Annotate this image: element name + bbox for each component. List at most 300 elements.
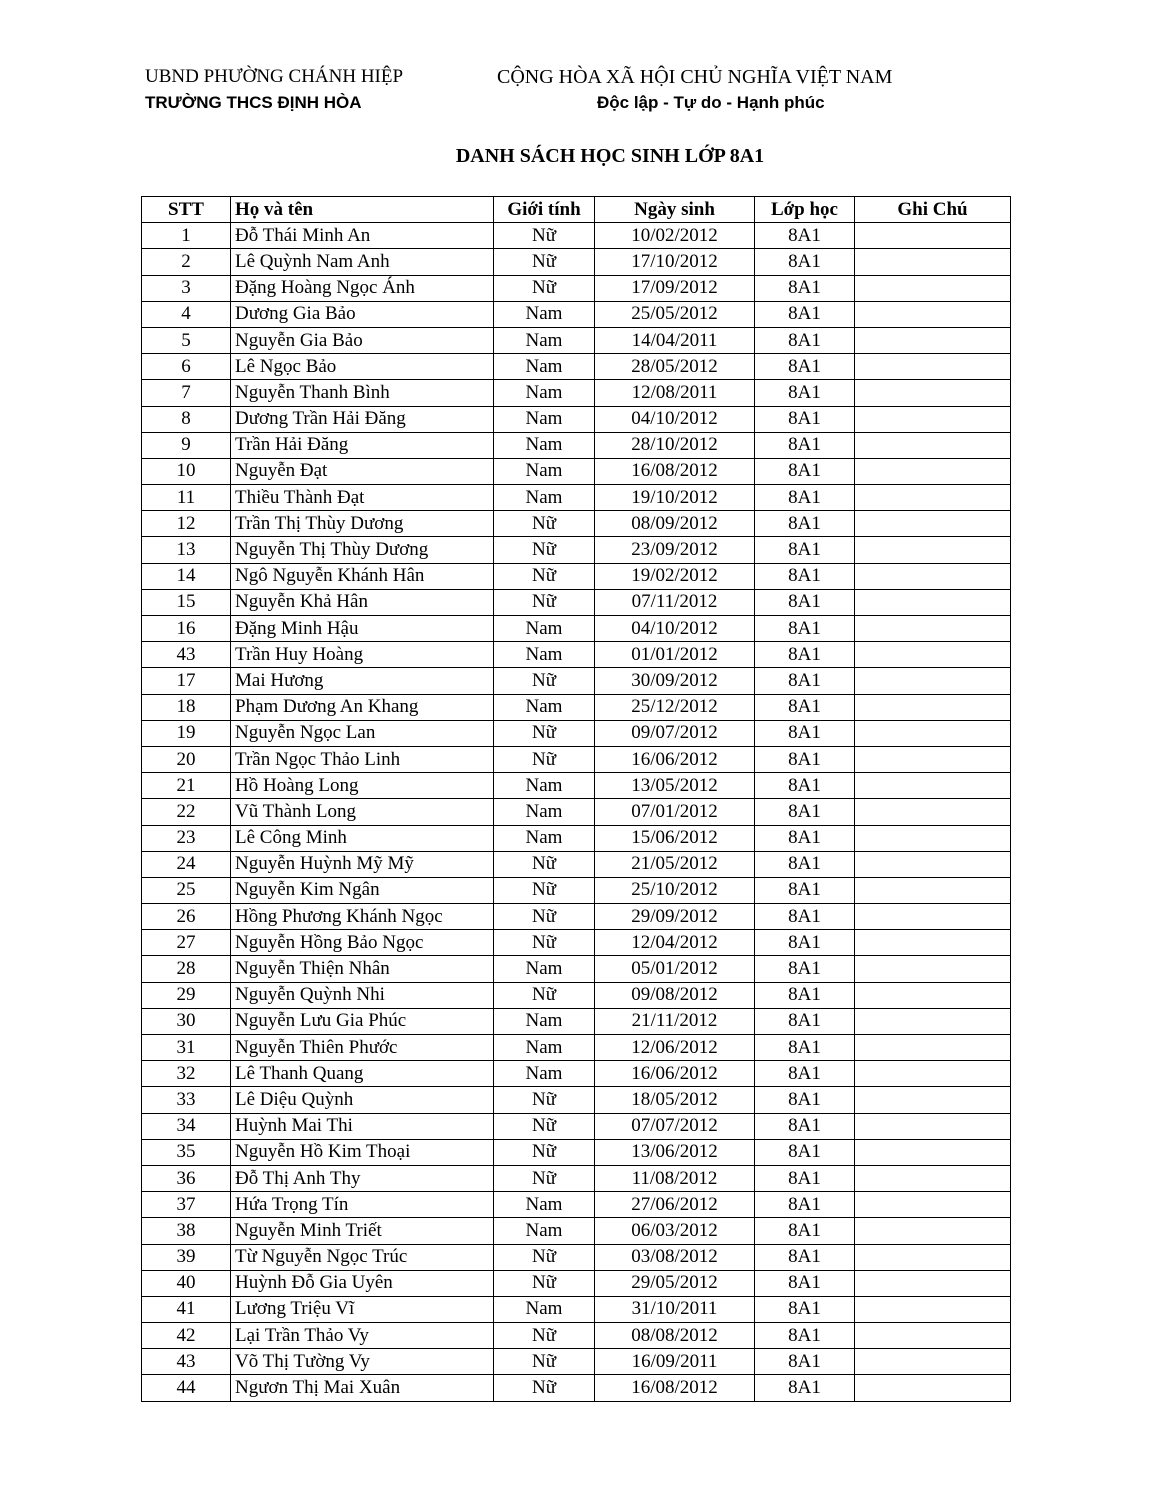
note-cell: [855, 1035, 1011, 1061]
birthdate-cell: 12/08/2011: [595, 380, 755, 406]
class-cell: 8A1: [755, 773, 855, 799]
nation-name: CỘNG HÒA XÃ HỘI CHỦ NGHĨA VIỆT NAM: [497, 66, 893, 88]
birthdate-cell: 09/08/2012: [595, 982, 755, 1008]
table-header-row: [142, 197, 1011, 223]
stt-cell: 31: [142, 1035, 231, 1061]
gender-cell: Nam: [494, 1218, 595, 1244]
note-cell: [855, 1323, 1011, 1349]
birthdate-cell: 16/06/2012: [595, 1061, 755, 1087]
birthdate-cell: 29/05/2012: [595, 1270, 755, 1296]
note-cell: [855, 1061, 1011, 1087]
class-cell: 8A1: [755, 1218, 855, 1244]
gender-cell: Nữ: [494, 563, 595, 589]
gender-cell: Nữ: [494, 275, 595, 301]
student-table: [141, 196, 1011, 1402]
birthdate-cell: 25/12/2012: [595, 694, 755, 720]
name-cell: Mai Hương: [231, 668, 494, 694]
stt-cell: 38: [142, 1218, 231, 1244]
table-row: [142, 642, 1011, 668]
class-cell: 8A1: [755, 1375, 855, 1401]
table-row: [142, 694, 1011, 720]
name-cell: Nguyễn Quỳnh Nhi: [231, 982, 494, 1008]
birthdate-cell: 07/07/2012: [595, 1113, 755, 1139]
birthdate-cell: 13/06/2012: [595, 1139, 755, 1165]
gender-cell: Nữ: [494, 1244, 595, 1270]
note-cell: [855, 825, 1011, 851]
name-cell: Nguyễn Kim Ngân: [231, 877, 494, 903]
note-cell: [855, 249, 1011, 275]
name-cell: Nguyễn Thanh Bình: [231, 380, 494, 406]
table-row: [142, 616, 1011, 642]
class-cell: 8A1: [755, 1323, 855, 1349]
col-header-note: Ghi Chú: [855, 197, 1011, 223]
gender-cell: Nam: [494, 380, 595, 406]
table-row: [142, 301, 1011, 327]
note-cell: [855, 1087, 1011, 1113]
table-row: [142, 1165, 1011, 1191]
birthdate-cell: 29/09/2012: [595, 904, 755, 930]
table-row: [142, 1375, 1011, 1401]
name-cell: Huỳnh Đỗ Gia Uyên: [231, 1270, 494, 1296]
stt-cell: 7: [142, 380, 231, 406]
gender-cell: Nam: [494, 616, 595, 642]
name-cell: Đỗ Thị Anh Thy: [231, 1165, 494, 1191]
stt-cell: 24: [142, 851, 231, 877]
note-cell: [855, 956, 1011, 982]
table-row: [142, 668, 1011, 694]
table-row: [142, 1192, 1011, 1218]
birthdate-cell: 01/01/2012: [595, 642, 755, 668]
note-cell: [855, 432, 1011, 458]
table-row: [142, 982, 1011, 1008]
gender-cell: Nữ: [494, 851, 595, 877]
class-cell: 8A1: [755, 851, 855, 877]
birthdate-cell: 16/06/2012: [595, 746, 755, 772]
note-cell: [855, 1375, 1011, 1401]
note-cell: [855, 354, 1011, 380]
birthdate-cell: 19/10/2012: [595, 485, 755, 511]
table-row: [142, 1323, 1011, 1349]
table-row: [142, 354, 1011, 380]
gender-cell: Nữ: [494, 668, 595, 694]
gender-cell: Nữ: [494, 1375, 595, 1401]
gender-cell: Nữ: [494, 877, 595, 903]
stt-cell: 27: [142, 930, 231, 956]
gender-cell: Nam: [494, 485, 595, 511]
birthdate-cell: 16/09/2011: [595, 1349, 755, 1375]
gender-cell: Nữ: [494, 720, 595, 746]
page-title: DANH SÁCH HỌC SINH LỚP 8A1: [455, 145, 765, 167]
table-row: [142, 1139, 1011, 1165]
birthdate-cell: 07/01/2012: [595, 799, 755, 825]
note-cell: [855, 1244, 1011, 1270]
name-cell: Trần Hải Đăng: [231, 432, 494, 458]
name-cell: Trần Thị Thùy Dương: [231, 511, 494, 537]
class-cell: 8A1: [755, 1008, 855, 1034]
class-cell: 8A1: [755, 537, 855, 563]
class-cell: 8A1: [755, 249, 855, 275]
name-cell: Đặng Hoàng Ngọc Ánh: [231, 275, 494, 301]
class-cell: 8A1: [755, 825, 855, 851]
stt-cell: 29: [142, 982, 231, 1008]
name-cell: Nguyễn Thị Thùy Dương: [231, 537, 494, 563]
birthdate-cell: 25/10/2012: [595, 877, 755, 903]
stt-cell: 37: [142, 1192, 231, 1218]
note-cell: [855, 616, 1011, 642]
class-cell: 8A1: [755, 1349, 855, 1375]
table-row: [142, 746, 1011, 772]
note-cell: [855, 1008, 1011, 1034]
gender-cell: Nữ: [494, 223, 595, 249]
stt-cell: 42: [142, 1323, 231, 1349]
birthdate-cell: 17/10/2012: [595, 249, 755, 275]
table-row: [142, 825, 1011, 851]
name-cell: Lê Quỳnh Nam Anh: [231, 249, 494, 275]
gender-cell: Nam: [494, 1035, 595, 1061]
gender-cell: Nam: [494, 432, 595, 458]
class-cell: 8A1: [755, 720, 855, 746]
gender-cell: Nam: [494, 642, 595, 668]
gender-cell: Nam: [494, 1192, 595, 1218]
stt-cell: 33: [142, 1087, 231, 1113]
gender-cell: Nữ: [494, 1349, 595, 1375]
gender-cell: Nữ: [494, 982, 595, 1008]
class-cell: 8A1: [755, 432, 855, 458]
name-cell: Nguyễn Hồng Bảo Ngọc: [231, 930, 494, 956]
table-row: [142, 904, 1011, 930]
note-cell: [855, 720, 1011, 746]
class-cell: 8A1: [755, 485, 855, 511]
birthdate-cell: 08/08/2012: [595, 1323, 755, 1349]
gender-cell: Nam: [494, 354, 595, 380]
name-cell: Dương Gia Bảo: [231, 301, 494, 327]
class-cell: 8A1: [755, 1087, 855, 1113]
class-cell: 8A1: [755, 668, 855, 694]
birthdate-cell: 19/02/2012: [595, 563, 755, 589]
stt-cell: 25: [142, 877, 231, 903]
gender-cell: Nam: [494, 458, 595, 484]
class-cell: 8A1: [755, 1139, 855, 1165]
birthdate-cell: 14/04/2011: [595, 327, 755, 353]
birthdate-cell: 13/05/2012: [595, 773, 755, 799]
stt-cell: 8: [142, 406, 231, 432]
stt-cell: 10: [142, 458, 231, 484]
stt-cell: 18: [142, 694, 231, 720]
class-cell: 8A1: [755, 1061, 855, 1087]
note-cell: [855, 1113, 1011, 1139]
birthdate-cell: 31/10/2011: [595, 1296, 755, 1322]
stt-cell: 43: [142, 642, 231, 668]
stt-cell: 35: [142, 1139, 231, 1165]
name-cell: Đỗ Thái Minh An: [231, 223, 494, 249]
stt-cell: 11: [142, 485, 231, 511]
name-cell: Lương Triệu Vĩ: [231, 1296, 494, 1322]
note-cell: [855, 1349, 1011, 1375]
table-row: [142, 249, 1011, 275]
name-cell: Trần Huy Hoàng: [231, 642, 494, 668]
table-row: [142, 275, 1011, 301]
name-cell: Dương Trần Hải Đăng: [231, 406, 494, 432]
table-row: [142, 1244, 1011, 1270]
gender-cell: Nữ: [494, 1087, 595, 1113]
table-row: [142, 327, 1011, 353]
birthdate-cell: 21/05/2012: [595, 851, 755, 877]
stt-cell: 13: [142, 537, 231, 563]
class-cell: 8A1: [755, 930, 855, 956]
gender-cell: Nữ: [494, 1323, 595, 1349]
stt-cell: 21: [142, 773, 231, 799]
table-row: [142, 956, 1011, 982]
table-row: [142, 930, 1011, 956]
stt-cell: 40: [142, 1270, 231, 1296]
name-cell: Nguyễn Lưu Gia Phúc: [231, 1008, 494, 1034]
name-cell: Hứa Trọng Tín: [231, 1192, 494, 1218]
birthdate-cell: 17/09/2012: [595, 275, 755, 301]
note-cell: [855, 589, 1011, 615]
class-cell: 8A1: [755, 458, 855, 484]
note-cell: [855, 406, 1011, 432]
name-cell: Nguyễn Gia Bảo: [231, 327, 494, 353]
table-row: [142, 1035, 1011, 1061]
birthdate-cell: 09/07/2012: [595, 720, 755, 746]
name-cell: Từ Nguyễn Ngọc Trúc: [231, 1244, 494, 1270]
class-cell: 8A1: [755, 301, 855, 327]
birthdate-cell: 07/11/2012: [595, 589, 755, 615]
table-row: [142, 563, 1011, 589]
birthdate-cell: 15/06/2012: [595, 825, 755, 851]
name-cell: Vũ Thành Long: [231, 799, 494, 825]
class-cell: 8A1: [755, 877, 855, 903]
table-row: [142, 458, 1011, 484]
gender-cell: Nữ: [494, 511, 595, 537]
name-cell: Lê Thanh Quang: [231, 1061, 494, 1087]
stt-cell: 5: [142, 327, 231, 353]
note-cell: [855, 1139, 1011, 1165]
note-cell: [855, 458, 1011, 484]
table-row: [142, 432, 1011, 458]
class-cell: 8A1: [755, 746, 855, 772]
note-cell: [855, 930, 1011, 956]
name-cell: Phạm Dương An Khang: [231, 694, 494, 720]
stt-cell: 34: [142, 1113, 231, 1139]
stt-cell: 1: [142, 223, 231, 249]
stt-cell: 32: [142, 1061, 231, 1087]
note-cell: [855, 511, 1011, 537]
stt-cell: 20: [142, 746, 231, 772]
class-cell: 8A1: [755, 1244, 855, 1270]
name-cell: Nguyễn Minh Triết: [231, 1218, 494, 1244]
note-cell: [855, 851, 1011, 877]
note-cell: [855, 1218, 1011, 1244]
stt-cell: 9: [142, 432, 231, 458]
stt-cell: 26: [142, 904, 231, 930]
birthdate-cell: 10/02/2012: [595, 223, 755, 249]
col-header-birthdate: Ngày sinh: [595, 197, 755, 223]
name-cell: Ngô Nguyễn Khánh Hân: [231, 563, 494, 589]
stt-cell: 14: [142, 563, 231, 589]
stt-cell: 43: [142, 1349, 231, 1375]
gender-cell: Nam: [494, 406, 595, 432]
stt-cell: 17: [142, 668, 231, 694]
note-cell: [855, 877, 1011, 903]
note-cell: [855, 301, 1011, 327]
table-row: [142, 1113, 1011, 1139]
note-cell: [855, 694, 1011, 720]
gender-cell: Nữ: [494, 1113, 595, 1139]
birthdate-cell: 08/09/2012: [595, 511, 755, 537]
name-cell: Nguyễn Ngọc Lan: [231, 720, 494, 746]
gender-cell: Nữ: [494, 1139, 595, 1165]
table-row: [142, 1061, 1011, 1087]
class-cell: 8A1: [755, 511, 855, 537]
table-row: [142, 223, 1011, 249]
birthdate-cell: 25/05/2012: [595, 301, 755, 327]
table-row: [142, 1008, 1011, 1034]
table-row: [142, 589, 1011, 615]
class-cell: 8A1: [755, 1296, 855, 1322]
stt-cell: 30: [142, 1008, 231, 1034]
class-cell: 8A1: [755, 1192, 855, 1218]
table-row: [142, 720, 1011, 746]
gender-cell: Nữ: [494, 930, 595, 956]
birthdate-cell: 11/08/2012: [595, 1165, 755, 1191]
birthdate-cell: 21/11/2012: [595, 1008, 755, 1034]
gender-cell: Nữ: [494, 1165, 595, 1191]
table-row: [142, 1349, 1011, 1375]
birthdate-cell: 28/05/2012: [595, 354, 755, 380]
birthdate-cell: 23/09/2012: [595, 537, 755, 563]
stt-cell: 19: [142, 720, 231, 746]
stt-cell: 39: [142, 1244, 231, 1270]
note-cell: [855, 904, 1011, 930]
class-cell: 8A1: [755, 1270, 855, 1296]
class-cell: 8A1: [755, 589, 855, 615]
class-cell: 8A1: [755, 223, 855, 249]
table-row: [142, 380, 1011, 406]
note-cell: [855, 982, 1011, 1008]
note-cell: [855, 668, 1011, 694]
note-cell: [855, 223, 1011, 249]
gender-cell: Nam: [494, 1296, 595, 1322]
col-header-stt: STT: [142, 197, 231, 223]
note-cell: [855, 799, 1011, 825]
birthdate-cell: 28/10/2012: [595, 432, 755, 458]
note-cell: [855, 563, 1011, 589]
name-cell: Thiều Thành Đạt: [231, 485, 494, 511]
class-cell: 8A1: [755, 956, 855, 982]
birthdate-cell: 16/08/2012: [595, 1375, 755, 1401]
class-cell: 8A1: [755, 327, 855, 353]
note-cell: [855, 327, 1011, 353]
class-cell: 8A1: [755, 982, 855, 1008]
gender-cell: Nam: [494, 694, 595, 720]
col-header-name: Họ và tên: [231, 197, 494, 223]
name-cell: Trần Ngọc Thảo Linh: [231, 746, 494, 772]
table-row: [142, 877, 1011, 903]
gender-cell: Nam: [494, 956, 595, 982]
gender-cell: Nữ: [494, 1270, 595, 1296]
table-row: [142, 1087, 1011, 1113]
note-cell: [855, 746, 1011, 772]
gender-cell: Nữ: [494, 589, 595, 615]
class-cell: 8A1: [755, 1113, 855, 1139]
class-cell: 8A1: [755, 1165, 855, 1191]
class-cell: 8A1: [755, 275, 855, 301]
birthdate-cell: 03/08/2012: [595, 1244, 755, 1270]
gender-cell: Nam: [494, 825, 595, 851]
gender-cell: Nam: [494, 773, 595, 799]
birthdate-cell: 12/06/2012: [595, 1035, 755, 1061]
table-row: [142, 1296, 1011, 1322]
gender-cell: Nam: [494, 327, 595, 353]
note-cell: [855, 1270, 1011, 1296]
table-row: [142, 511, 1011, 537]
stt-cell: 41: [142, 1296, 231, 1322]
birthdate-cell: 04/10/2012: [595, 616, 755, 642]
col-header-class: Lớp học: [755, 197, 855, 223]
birthdate-cell: 06/03/2012: [595, 1218, 755, 1244]
gender-cell: Nam: [494, 1008, 595, 1034]
col-header-gender: Giới tính: [494, 197, 595, 223]
name-cell: Nguyễn Thiên Phước: [231, 1035, 494, 1061]
name-cell: Nguyễn Huỳnh Mỹ Mỹ: [231, 851, 494, 877]
table-row: [142, 1218, 1011, 1244]
note-cell: [855, 1165, 1011, 1191]
name-cell: Hồng Phương Khánh Ngọc: [231, 904, 494, 930]
stt-cell: 44: [142, 1375, 231, 1401]
gender-cell: Nam: [494, 799, 595, 825]
birthdate-cell: 27/06/2012: [595, 1192, 755, 1218]
name-cell: Lê Công Minh: [231, 825, 494, 851]
note-cell: [855, 485, 1011, 511]
stt-cell: 16: [142, 616, 231, 642]
stt-cell: 3: [142, 275, 231, 301]
name-cell: Hồ Hoàng Long: [231, 773, 494, 799]
note-cell: [855, 1296, 1011, 1322]
note-cell: [855, 773, 1011, 799]
table-row: [142, 851, 1011, 877]
name-cell: Võ Thị Tường Vy: [231, 1349, 494, 1375]
birthdate-cell: 18/05/2012: [595, 1087, 755, 1113]
name-cell: Nguyễn Thiện Nhân: [231, 956, 494, 982]
note-cell: [855, 537, 1011, 563]
name-cell: Lại Trần Thảo Vy: [231, 1323, 494, 1349]
gender-cell: Nữ: [494, 904, 595, 930]
stt-cell: 15: [142, 589, 231, 615]
note-cell: [855, 1192, 1011, 1218]
table-row: [142, 799, 1011, 825]
note-cell: [855, 275, 1011, 301]
stt-cell: 36: [142, 1165, 231, 1191]
table-row: [142, 485, 1011, 511]
gender-cell: Nữ: [494, 249, 595, 275]
birthdate-cell: 16/08/2012: [595, 458, 755, 484]
class-cell: 8A1: [755, 616, 855, 642]
name-cell: Đặng Minh Hậu: [231, 616, 494, 642]
class-cell: 8A1: [755, 354, 855, 380]
name-cell: Lê Ngọc Bảo: [231, 354, 494, 380]
class-cell: 8A1: [755, 642, 855, 668]
name-cell: Ngươn Thị Mai Xuân: [231, 1375, 494, 1401]
class-cell: 8A1: [755, 406, 855, 432]
stt-cell: 28: [142, 956, 231, 982]
school-name: TRƯỜNG THCS ĐỊNH HÒA: [145, 93, 362, 112]
name-cell: Nguyễn Khả Hân: [231, 589, 494, 615]
table-row: [142, 537, 1011, 563]
name-cell: Nguyễn Đạt: [231, 458, 494, 484]
gender-cell: Nam: [494, 1061, 595, 1087]
table-body: [142, 223, 1011, 1401]
